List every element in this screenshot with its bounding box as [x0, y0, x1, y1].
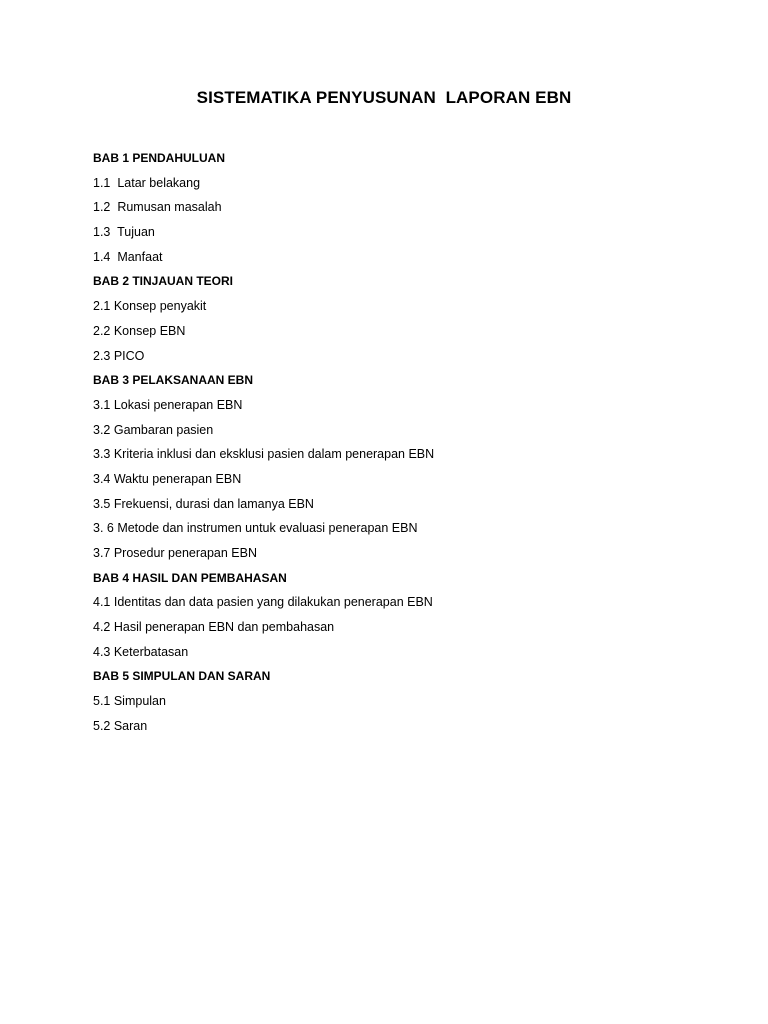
section-item: 4.3 Keterbatasan — [93, 644, 189, 659]
chapter-heading: BAB 1 PENDAHULUAN — [93, 151, 226, 165]
section-item: 1.2 Rumusan masalah — [93, 200, 222, 215]
section-item: 1.4 Manfaat — [93, 249, 163, 264]
chapter-heading: BAB 3 PELAKSANAAN EBN — [93, 373, 254, 388]
section-item: 4.2 Hasil penerapan EBN dan pembahasan — [93, 620, 335, 635]
section-item: 3.7 Prosedur penerapan EBN — [93, 546, 257, 560]
document-title: SISTEMATIKA PENYUSUNAN LAPORAN EBN — [196, 88, 572, 107]
section-item: 5.1 Simpulan — [93, 694, 166, 709]
section-item: 2.1 Konsep penyakit — [93, 299, 207, 314]
section-item: 3.5 Frekuensi, durasi dan lamanya EBN — [93, 496, 314, 511]
section-item: 1.3 Tujuan — [93, 225, 155, 240]
outline-list — [93, 148, 693, 741]
section-item: 3.3 Kriteria inklusi dan eksklusi pasien dalam penerapan EBN — [93, 447, 435, 462]
chapter-heading: BAB 4 HASIL DAN PEMBAHASAN — [93, 570, 287, 585]
section-item: 3.1 Lokasi penerapan EBN — [93, 397, 243, 412]
chapter-heading: BAB 5 SIMPULAN DAN SARAN — [93, 669, 271, 684]
section-item: 2.3 PICO — [93, 348, 145, 363]
section-item: 1.1 Latar belakang — [93, 175, 201, 190]
section-item: 2.2 Konsep EBN — [93, 323, 186, 338]
section-item: 3.4 Waktu penerapan EBN — [93, 471, 242, 486]
section-item: 4.1 Identitas dan data pasien yang dilakukan penerapan EBN — [93, 595, 433, 610]
section-item: 5.2 Saran — [93, 718, 148, 733]
chapter-heading: BAB 2 TINJAUAN TEORI — [93, 274, 234, 289]
section-item: 3.2 Gambaran pasien — [93, 422, 214, 437]
section-item: 3. 6 Metode dan instrumen untuk evaluasi penerapan EBN — [93, 521, 418, 536]
